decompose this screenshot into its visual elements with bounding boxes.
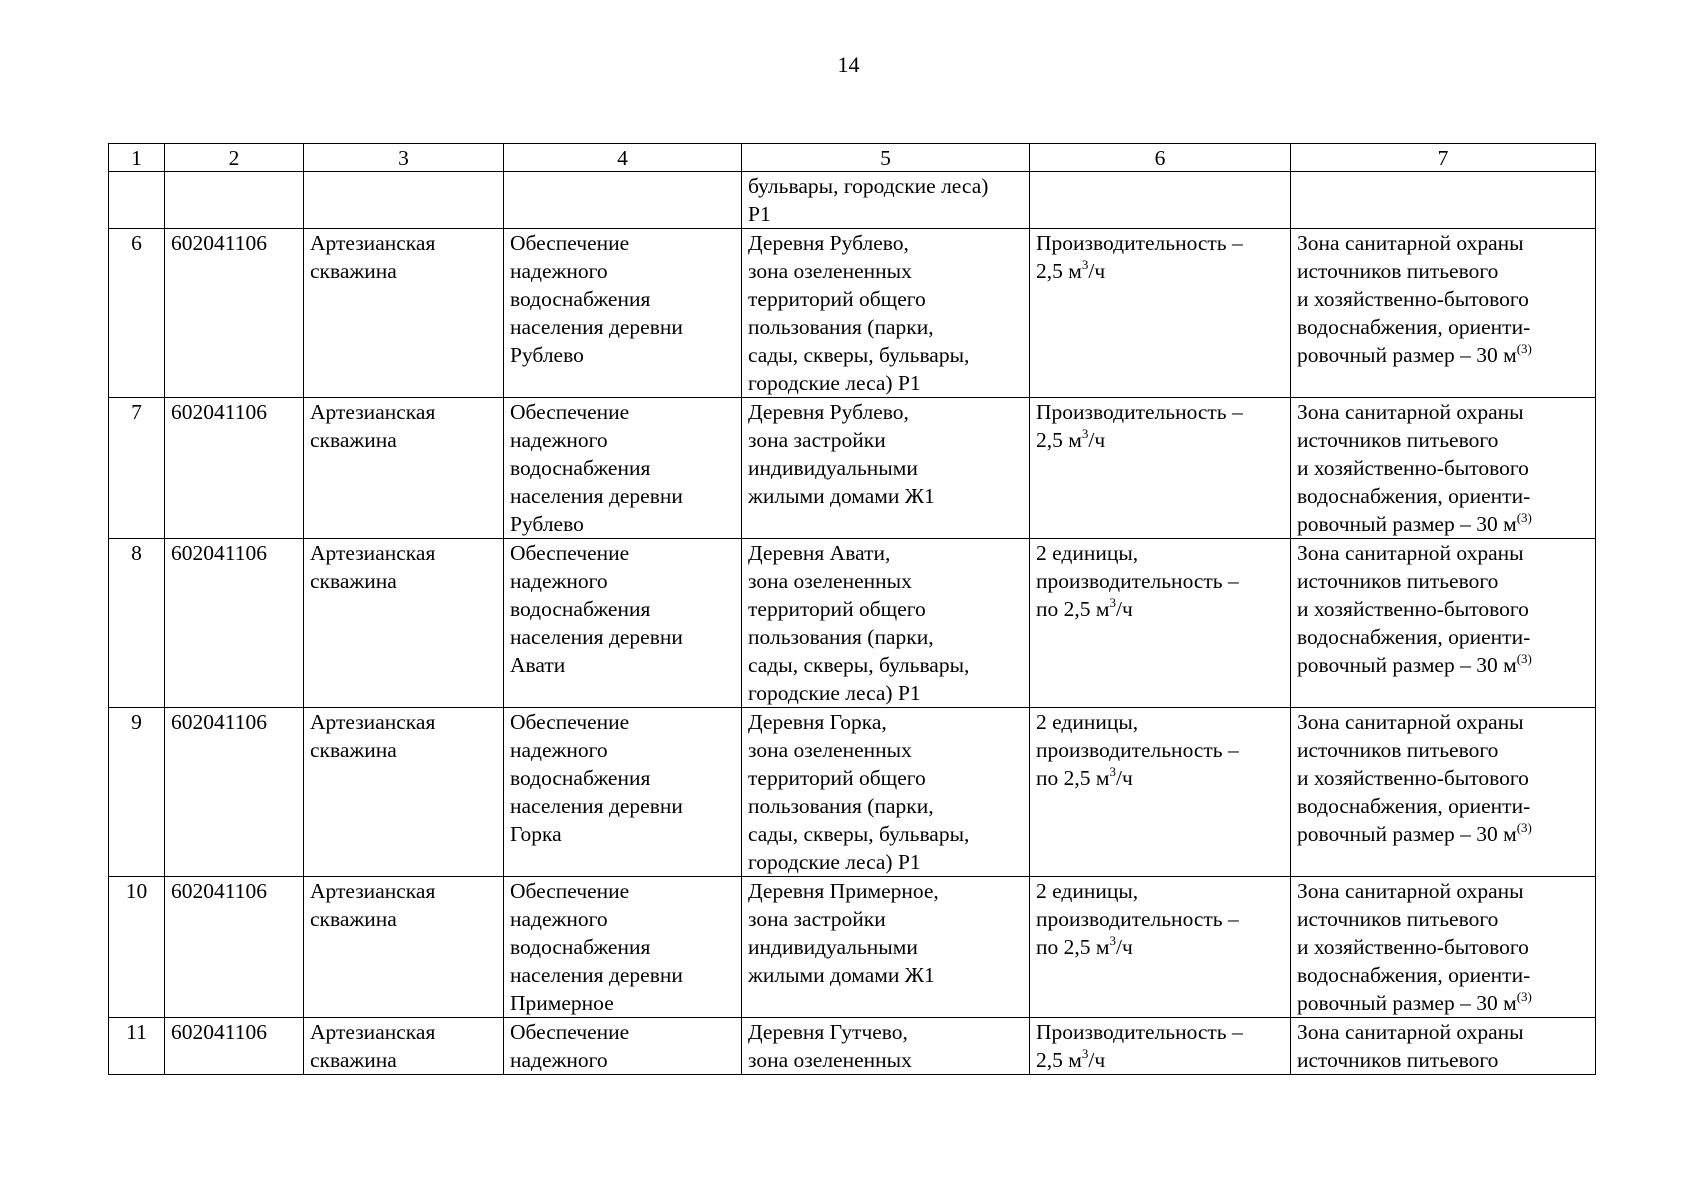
text-line — [1297, 510, 1589, 538]
text-line: территорий общего — [748, 597, 926, 621]
cell-purpose — [504, 1018, 742, 1075]
text-line: водоснабжения — [510, 597, 651, 621]
text-line — [1297, 285, 1589, 313]
cell-code: 602041106 — [165, 708, 304, 877]
col-header-4: 4 — [504, 144, 742, 172]
text-line: Обеспечение — [510, 879, 630, 903]
text-line — [1297, 623, 1589, 651]
text-line: Деревня Авати, — [748, 541, 891, 565]
text-line: Деревня Гутчево, — [748, 1020, 908, 1044]
text-line: жилыми домами Ж1 — [748, 484, 935, 508]
text-line — [1036, 933, 1284, 961]
superscript: 3 — [1081, 426, 1089, 441]
text-line: Деревня Примерное, — [748, 879, 939, 903]
text-line — [1297, 313, 1589, 341]
text-line: зона озелененных — [748, 738, 912, 762]
text-line — [1036, 398, 1284, 426]
text-line: пользования (парки, — [748, 794, 934, 818]
col-header-2: 2 — [165, 144, 304, 172]
cell-capacity — [1030, 877, 1291, 1018]
text-line: Р1 — [748, 202, 771, 226]
col-header-7: 7 — [1291, 144, 1596, 172]
text-line — [1297, 764, 1589, 792]
cell-type — [304, 1018, 504, 1075]
text-line: скважина — [310, 428, 397, 452]
text-segment: /ч — [1088, 259, 1106, 283]
text-segment: Зона санитарной охраны — [1297, 541, 1524, 565]
text-segment: водоснабжения, ориенти- — [1297, 315, 1531, 339]
text-line: пользования (парки, — [748, 315, 934, 339]
text-line: Обеспечение — [510, 541, 630, 565]
text-line: зона озелененных — [748, 259, 912, 283]
cell-number: 11 — [109, 1018, 165, 1075]
cell-zone — [1291, 877, 1596, 1018]
cell-code: 602041106 — [165, 1018, 304, 1075]
table-row — [109, 1018, 1596, 1075]
page-number: 14 — [837, 52, 860, 77]
text-segment: водоснабжения, ориенти- — [1297, 794, 1531, 818]
superscript: (3) — [1516, 651, 1532, 666]
cell-zone — [1291, 539, 1596, 708]
superscript: 3 — [1109, 764, 1116, 779]
text-line: Деревня Рублево, — [748, 400, 909, 424]
text-line — [1036, 736, 1284, 764]
text-segment: источников питьевого — [1297, 428, 1499, 452]
text-line — [1297, 398, 1589, 426]
cell-type — [304, 229, 504, 398]
text-segment: и хозяйственно-бытового — [1297, 456, 1529, 480]
text-segment: 2 единицы, — [1036, 541, 1139, 565]
text-line: Рублево — [510, 343, 584, 367]
text-segment: /ч — [1116, 766, 1133, 790]
text-line: Артезианская — [310, 879, 436, 903]
text-segment: 2 единицы, — [1036, 710, 1139, 734]
cell-capacity — [1030, 1018, 1291, 1075]
text-line — [1036, 708, 1284, 736]
text-segment: по 2,5 м — [1036, 766, 1110, 790]
col-header-3: 3 — [304, 144, 504, 172]
superscript: 3 — [1109, 933, 1116, 948]
text-segment: и хозяйственно-бытового — [1297, 597, 1529, 621]
text-line: Авати — [510, 653, 566, 677]
text-line: Артезианская — [310, 400, 436, 424]
cell-zone — [1291, 229, 1596, 398]
text-line — [1297, 989, 1589, 1017]
text-line: Артезианская — [310, 541, 436, 565]
cell-code: 602041106 — [165, 877, 304, 1018]
text-segment: ровочный размер – 30 м — [1297, 991, 1517, 1015]
text-segment: производительность – — [1036, 907, 1239, 931]
cell-purpose — [504, 708, 742, 877]
text-line: надежного — [510, 569, 608, 593]
table-row — [109, 398, 1596, 539]
continuation-row — [109, 172, 1596, 229]
text-segment: 2,5 м — [1036, 259, 1082, 283]
text-segment: Производительность – — [1036, 400, 1243, 424]
cell-location — [742, 1018, 1030, 1075]
text-segment: и хозяйственно-бытового — [1297, 287, 1529, 311]
text-line — [1297, 820, 1589, 848]
text-line: Артезианская — [310, 710, 436, 734]
text-line: населения деревни — [510, 794, 683, 818]
text-line — [1297, 482, 1589, 510]
text-line: населения деревни — [510, 963, 683, 987]
text-line — [1297, 708, 1589, 736]
text-line — [1036, 229, 1284, 257]
cell-type — [304, 539, 504, 708]
text-segment: водоснабжения, ориенти- — [1297, 484, 1531, 508]
text-line: сады, скверы, бульвары, — [748, 343, 970, 367]
text-segment: Производительность – — [1036, 231, 1243, 255]
text-line: надежного — [510, 259, 608, 283]
text-segment: производительность – — [1036, 738, 1239, 762]
text-line: территорий общего — [748, 287, 926, 311]
cell-number: 10 — [109, 877, 165, 1018]
cell-code: 602041106 — [165, 398, 304, 539]
text-line — [1036, 426, 1284, 454]
cell-empty — [165, 172, 304, 229]
text-segment: и хозяйственно-бытового — [1297, 766, 1529, 790]
cell-location — [742, 398, 1030, 539]
text-line: скважина — [310, 1048, 397, 1072]
cell-capacity — [1030, 229, 1291, 398]
text-line — [1297, 257, 1589, 285]
text-line: Рублево — [510, 512, 584, 536]
text-line — [1297, 961, 1589, 989]
text-segment: и хозяйственно-бытового — [1297, 935, 1529, 959]
text-line: Горка — [510, 822, 562, 846]
text-line: городские леса) Р1 — [748, 681, 921, 705]
cell-capacity — [1030, 539, 1291, 708]
table-row — [109, 539, 1596, 708]
text-line — [1297, 736, 1589, 764]
text-segment: по 2,5 м — [1036, 935, 1110, 959]
text-line: водоснабжения — [510, 456, 651, 480]
text-line: скважина — [310, 907, 397, 931]
cell-purpose — [504, 229, 742, 398]
objects-table — [108, 143, 1596, 1075]
text-line: надежного — [510, 738, 608, 762]
text-line — [1297, 567, 1589, 595]
text-line — [1297, 595, 1589, 623]
text-segment: производительность – — [1036, 569, 1239, 593]
cell-number: 6 — [109, 229, 165, 398]
text-segment: /ч — [1116, 597, 1133, 621]
text-line — [1036, 567, 1284, 595]
superscript: 3 — [1109, 595, 1116, 610]
cell-purpose — [504, 877, 742, 1018]
cell-empty — [1030, 172, 1291, 229]
cell-code: 602041106 — [165, 539, 304, 708]
text-segment: водоснабжения, ориенти- — [1297, 625, 1531, 649]
text-line: Артезианская — [310, 1020, 436, 1044]
text-segment: Зона санитарной охраны — [1297, 1020, 1524, 1044]
cell-type — [304, 398, 504, 539]
text-line: Обеспечение — [510, 1020, 630, 1044]
text-line — [1297, 651, 1589, 679]
cell-zone — [1291, 1018, 1596, 1075]
table-row — [109, 229, 1596, 398]
cell-purpose — [504, 539, 742, 708]
text-line: зона озелененных — [748, 569, 912, 593]
text-line: зона озелененных — [748, 1048, 912, 1072]
text-segment: водоснабжения, ориенти- — [1297, 963, 1531, 987]
text-segment: Зона санитарной охраны — [1297, 710, 1524, 734]
text-line: бульвары, городские леса) — [748, 174, 989, 198]
superscript: (3) — [1516, 510, 1532, 525]
cell-capacity — [1030, 708, 1291, 877]
text-segment: Зона санитарной охраны — [1297, 400, 1524, 424]
text-segment: /ч — [1088, 428, 1106, 452]
text-segment: Зона санитарной охраны — [1297, 231, 1524, 255]
col-header-1: 1 — [109, 144, 165, 172]
text-line: зона застройки — [748, 428, 886, 452]
text-line: пользования (парки, — [748, 625, 934, 649]
text-line: скважина — [310, 569, 397, 593]
text-line — [1036, 595, 1284, 623]
text-line: Деревня Горка, — [748, 710, 887, 734]
text-line — [1036, 539, 1284, 567]
cell-number: 7 — [109, 398, 165, 539]
cell-location — [742, 877, 1030, 1018]
text-line — [1036, 877, 1284, 905]
text-line: населения деревни — [510, 484, 683, 508]
superscript: 3 — [1081, 257, 1089, 272]
text-line: надежного — [510, 1048, 608, 1072]
text-line — [1297, 1018, 1589, 1046]
text-line: водоснабжения — [510, 935, 651, 959]
text-line — [1036, 764, 1284, 792]
superscript: (3) — [1516, 820, 1532, 835]
text-line: индивидуальными — [748, 456, 918, 480]
text-line: городские леса) Р1 — [748, 371, 921, 395]
text-line: индивидуальными — [748, 935, 918, 959]
cell-zone — [1291, 708, 1596, 877]
text-line — [1297, 539, 1589, 567]
text-line: Обеспечение — [510, 231, 630, 255]
text-segment: Производительность – — [1036, 1020, 1243, 1044]
text-segment: источников питьевого — [1297, 1048, 1499, 1072]
text-line — [1297, 792, 1589, 820]
text-line: территорий общего — [748, 766, 926, 790]
cell-empty — [304, 172, 504, 229]
cell-purpose — [504, 398, 742, 539]
text-line: Артезианская — [310, 231, 436, 255]
text-line — [1297, 933, 1589, 961]
text-segment: источников питьевого — [1297, 738, 1499, 762]
text-line: зона застройки — [748, 907, 886, 931]
text-segment: 2 единицы, — [1036, 879, 1139, 903]
text-segment: источников питьевого — [1297, 569, 1499, 593]
text-segment: источников питьевого — [1297, 259, 1499, 283]
cell-number: 9 — [109, 708, 165, 877]
cell-number: 8 — [109, 539, 165, 708]
cell-type — [304, 877, 504, 1018]
text-line: Обеспечение — [510, 400, 630, 424]
text-segment: ровочный размер – 30 м — [1297, 822, 1517, 846]
cell-empty — [1291, 172, 1596, 229]
text-line — [1036, 905, 1284, 933]
cell-code: 602041106 — [165, 229, 304, 398]
cell-location — [742, 708, 1030, 877]
text-line: жилыми домами Ж1 — [748, 963, 935, 987]
text-line: надежного — [510, 428, 608, 452]
text-line: надежного — [510, 907, 608, 931]
cell-location — [742, 229, 1030, 398]
cell-location-continued — [742, 172, 1030, 229]
text-segment: источников питьевого — [1297, 907, 1499, 931]
cell-type — [304, 708, 504, 877]
text-segment: /ч — [1116, 935, 1133, 959]
text-line — [1036, 257, 1284, 285]
text-line: сады, скверы, бульвары, — [748, 822, 970, 846]
cell-empty — [504, 172, 742, 229]
text-line: Примерное — [510, 991, 614, 1015]
text-line — [1036, 1018, 1284, 1046]
text-segment: по 2,5 м — [1036, 597, 1110, 621]
text-segment: 2,5 м — [1036, 1048, 1082, 1072]
text-line — [1297, 1046, 1589, 1074]
cell-capacity — [1030, 398, 1291, 539]
text-line: водоснабжения — [510, 766, 651, 790]
header-row — [109, 144, 1596, 172]
text-line: городские леса) Р1 — [748, 850, 921, 874]
text-line — [1297, 341, 1589, 369]
text-segment: ровочный размер – 30 м — [1297, 343, 1517, 367]
text-line — [1297, 877, 1589, 905]
text-line: водоснабжения — [510, 287, 651, 311]
text-line — [1036, 1046, 1284, 1074]
cell-empty — [109, 172, 165, 229]
text-line: скважина — [310, 738, 397, 762]
text-line: Обеспечение — [510, 710, 630, 734]
text-segment: 2,5 м — [1036, 428, 1082, 452]
text-line — [1297, 229, 1589, 257]
superscript: (3) — [1516, 989, 1532, 1004]
superscript: 3 — [1081, 1046, 1089, 1061]
table-row — [109, 708, 1596, 877]
text-line — [1297, 905, 1589, 933]
text-line — [1297, 454, 1589, 482]
cell-zone — [1291, 398, 1596, 539]
text-line: сады, скверы, бульвары, — [748, 653, 970, 677]
text-line: населения деревни — [510, 315, 683, 339]
table-row — [109, 877, 1596, 1018]
text-line: скважина — [310, 259, 397, 283]
text-segment: Зона санитарной охраны — [1297, 879, 1524, 903]
text-segment: /ч — [1088, 1048, 1106, 1072]
col-header-6: 6 — [1030, 144, 1291, 172]
superscript: (3) — [1516, 341, 1532, 356]
col-header-5: 5 — [742, 144, 1030, 172]
text-segment: ровочный размер – 30 м — [1297, 653, 1517, 677]
text-segment: ровочный размер – 30 м — [1297, 512, 1517, 536]
text-line: Деревня Рублево, — [748, 231, 909, 255]
cell-location — [742, 539, 1030, 708]
text-line — [1297, 426, 1589, 454]
text-line: населения деревни — [510, 625, 683, 649]
